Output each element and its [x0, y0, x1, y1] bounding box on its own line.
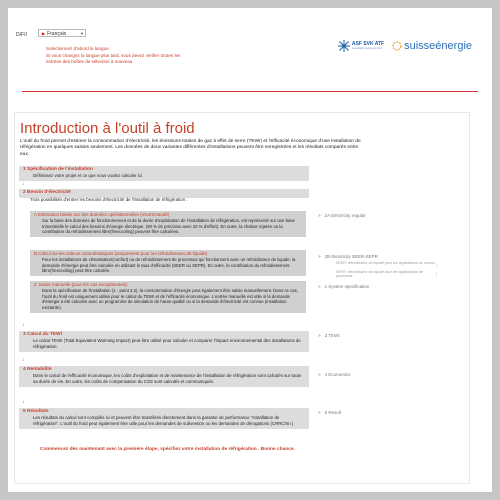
link-2b-label: 2B Electricity SEER-SEPR [324, 254, 378, 259]
asf-logo-text: ASF SVK ATF [351, 41, 385, 47]
section-3-body: Le calcul TEWI (Total Equivalent Warming Impact) peut être utilisé pour calculer et comparer l'impact environnemental des installations de réfrigération. [33, 338, 301, 349]
link-5-label: 5 Result [324, 410, 342, 415]
subsection-a-title: A Estimation basée sur des données opérationnelles (recommandé) [34, 212, 170, 217]
chevron-down-icon[interactable]: ▼ [80, 31, 84, 36]
arrow-down-icon: ↓ [22, 322, 25, 328]
intro-text: L'outil du froid permet d'estimer la consommation d'électricité, les émissions totales de gaz à effet de serre (TEWI) et l'efficacité économique d'une installation de réfrigération en quelques saisies seulement. Les données de deux variantes différentes d'installations peuvent être enregistrées et les résultats comparés entre eux. [20, 139, 361, 157]
section-3-title: 3 Calcul du TEWI [23, 332, 62, 337]
link-1-label: 1 System specification [324, 284, 370, 289]
logos [338, 40, 472, 52]
subsection-b-body: Pour les installations de climatisation(confort) ou de refroidissement de processus qui fonctionnent avec un refroidisseur de liquide, la demande d'énergie peut être calculée en utilisant le taux d'efficacité (SEER ou SEPR). En outre, la contribution du refroidissement libre(freecooling) peut être calculée. [42, 257, 296, 274]
subsection-c-body: Dans la spécification de l'installation (1 - point 3.2), la consommation d'énergie peut également être saisie manuellement. Dans ce cas, l'outil du froid est uniquement utilisé pour le calcul du TEWI et de l'efficacité économique. L'entrée manuelle est utile si la demande d'énergie a été calculée avec un programme de simulation de haute qualité ou si la demande d'électricité est connue (installation existante). [42, 288, 299, 311]
language-label: D/F/I [16, 32, 27, 38]
subsection-a-body: Sur la base des données de fonctionnement et de la durée d'exploitation de l'installation de réfrigération, est représenté sur une base trimestrielle le calcul des besoins d'énergie électrique. (80 % de précision avec 20 % d'effort). En outre, la chaleur rejetée ou la contribution du refroidissement libre(freecooling) peuvent être calculées. [42, 218, 295, 235]
subsection-c-title: C Saisie manuelle (pour les cas exceptionnels) [34, 282, 128, 287]
section-1 [19, 166, 309, 181]
link-2a-label: 2A Electricity regular [324, 213, 366, 218]
divider-bar: | [436, 262, 438, 267]
asf-logo [338, 40, 384, 52]
suisseenergie-logo [392, 40, 472, 52]
subsection-b-title: B Calcul via les valeurs caractéristiques (uniquement pour les refroidisseurs de liquide) [34, 251, 208, 256]
subsection-c [30, 281, 306, 313]
link-2b-electricity-seer-sepr[interactable]: > 2B Electricity SEER-SEPR [318, 254, 378, 259]
link-2b-note-seer: SEER: refroidisseur de liquide pour les applications de confort [336, 261, 435, 265]
notice-line-1: Selectionnez d'abord la langue. [46, 46, 110, 51]
asf-logo-subtext: Association suisse du froid [351, 47, 382, 50]
section-4 [19, 366, 309, 387]
header-divider [22, 91, 478, 92]
arrow-down-icon: ↓ [22, 181, 25, 187]
link-4-economics[interactable]: > 4 Economics [318, 372, 351, 377]
language-value: Français [47, 31, 67, 37]
link-2a-electricity-regular[interactable]: > 2A Electricity regular [318, 213, 366, 218]
subsection-a [30, 211, 306, 237]
section-4-title: 4 Rentabilité [23, 367, 52, 372]
section-5-title: 5 Résultats [23, 409, 49, 414]
section-1-body: Définissez votre projet et ce que vous voulez calculer ici. [33, 173, 144, 178]
suisseenergie-logo-text: suisseénergie [404, 40, 472, 52]
section-2-title: 2 Besoin d'électricité [23, 190, 71, 195]
suisseenergie-circle-icon [392, 41, 402, 51]
link-3-label: 3 TEWI [324, 333, 340, 338]
link-3-tewi[interactable]: > 3 TEWI [318, 333, 340, 338]
asf-snowflake-icon [338, 40, 350, 52]
language-select[interactable] [38, 29, 86, 37]
language-notice [46, 46, 196, 66]
subsection-b [30, 250, 306, 276]
arrow-down-icon: ↓ [22, 399, 25, 405]
triangle-right-icon: ▶ [42, 31, 46, 36]
section-1-title: 1 Spécification de l'installation [23, 167, 93, 172]
section-5 [19, 408, 309, 429]
link-2b-note-sepr: SEPR: refroidisseur de liquide pour les applications de processus [336, 270, 423, 279]
divider-bar: | [436, 271, 438, 276]
top-bar [8, 8, 492, 90]
section-3 [19, 331, 309, 352]
section-5-body: Les résultats du calcul sont compilés ici et peuvent être transférés directement dans la garantie de performance "installation de réfrigération". L'outil du froid peut également être utile pour les demandes de subvention ou les demandes de dérogations (CRRC/nn ) [33, 415, 294, 426]
link-1-system-specification[interactable]: > 1 System specification [318, 284, 370, 289]
section-4-body: Dans le calcul de l'efficacité économique, les coûts d'exploitation et de maintenance de l'installation de réfrigération sont calculés sur toute sa durée de vie. En outre, les coûts de compensation du CO2 sont calculés et communiqués. [33, 373, 302, 384]
closing-message: Commencez dès maintenant avec la première étape, spécifiez votre installation de réfrigération . Bonne chance. [40, 447, 295, 452]
notice-line-2: Si vous changez la langue plus tard, vous devez vérifier toutes les entrées des boîtes de sélection à nouveau. [46, 52, 181, 64]
link-4-label: 4 Economics [324, 372, 351, 377]
arrow-down-icon: ↓ [22, 357, 25, 363]
section-2-body: Trois possibilités d'entrer les besoins d'électricité de l'installation de réfrigération : [30, 197, 188, 202]
page-title: Introduction à l'outil à froid [20, 120, 195, 137]
link-5-result[interactable]: > 5 Result [318, 410, 342, 415]
